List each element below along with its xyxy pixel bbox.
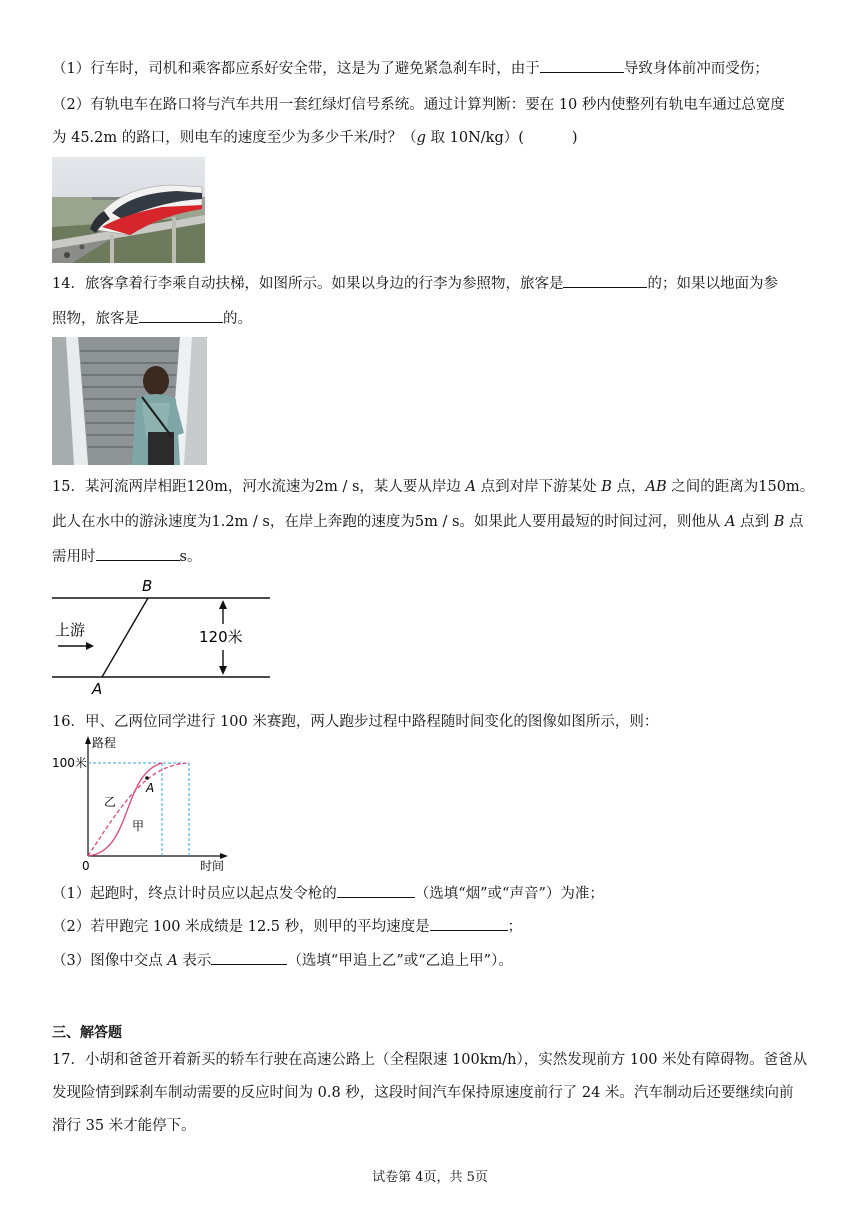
q17-line1: 17．小胡和爸爸开着新买的轿车行驶在高速公路上（全程限速 100km/h），实然发现前方 100 米处有障碍物。爸爸从 <box>52 1052 808 1068</box>
y-axis-label: 路程 <box>92 736 117 750</box>
point-a-label: A <box>92 680 103 698</box>
answer-blank[interactable] <box>96 546 180 561</box>
point-b-label: B <box>142 577 153 595</box>
q15-line1: 15．某河流两岸相距120m，河水流速为2m / s，某人要从岸边 A 点到对岸下游某处 B 点，AB 之间的距离为150m。 <box>52 479 815 495</box>
x-axis-label: 时间 <box>200 859 225 873</box>
flow-arrow-icon <box>58 642 94 650</box>
answer-blank[interactable] <box>211 950 287 965</box>
series-yi-label: 乙 <box>104 795 117 809</box>
y-axis-arrow-icon <box>85 736 91 744</box>
intersection-point-a <box>145 776 149 780</box>
q13-part1: （1）行车时，司机和乘客都应系好安全带，这是为了避免紧急刹车时，由于 导致身体前冲而受伤； <box>52 58 769 79</box>
q15-line2: 此人在水中的游泳速度为1.2m / s，在岸上奔跑的速度为5m / s。如果此人要用最短的时间过河，则他从 A 点到 B 点 <box>52 514 804 530</box>
origin-label: 0 <box>82 859 90 873</box>
y-tick-label: 100米 <box>52 756 87 770</box>
q14-line1: 14．旅客拿着行李乘自动扶梯，如图所示。如果以身边的行李为参照物，旅客是 的；如果以地面为参 <box>52 273 778 294</box>
series-jia-label: 甲 <box>132 819 145 833</box>
q17-line2: 发现险情到踩刹车制动需要的反应时间为 0.8 秒，这段时间汽车保持原速度前行了 24 米。汽车制动后还要继续向前 <box>52 1085 794 1101</box>
q16-part1: （1）起跑时，终点计时员应以起点发令枪的 （选填“烟”或“声音”）为准； <box>52 883 604 904</box>
q13-part2-line1: （2）有轨电车在路口将与汽车共用一套红绿灯信号系统。通过计算判断：要在 10 秒内使整列有轨电车通过总宽度 <box>52 97 785 113</box>
q13-part2-line2: 为 45.2m 的路口，则电车的速度至少为多少千米/时？（g 取 10N/kg）( ) <box>52 130 578 146</box>
q14-line2: 照物，旅客是 的。 <box>52 308 252 329</box>
answer-blank[interactable] <box>337 883 415 898</box>
answer-blank[interactable] <box>540 58 624 73</box>
q16-part2: （2）若甲跑完 100 米成绩是 12.5 秒，则甲的平均速度是 ； <box>52 916 522 937</box>
q17-line3: 滑行 35 米才能停下。 <box>52 1118 196 1134</box>
page-footer: 试卷第 4页，共 5页 <box>372 1170 488 1185</box>
q16-stem: 16．甲、乙两位同学进行 100 米赛跑，两人跑步过程中路程随时间变化的图像如图所示，则： <box>52 714 659 730</box>
path-ab-line <box>102 598 148 677</box>
escalator-photo <box>52 337 207 465</box>
distance-time-chart <box>52 734 242 874</box>
answer-blank[interactable] <box>430 916 508 931</box>
tram-photo <box>52 157 205 263</box>
q15-line3: 需用时 s。 <box>52 546 201 567</box>
section-title: 三、解答题 <box>52 1025 122 1041</box>
series-yi-curve <box>88 763 189 856</box>
upstream-label: 上游 <box>55 621 86 639</box>
width-label: 120米 <box>199 628 243 646</box>
q16-part3: （3）图像中交点 A 表示 （选填“甲追上乙”或“乙追上甲”）。 <box>52 950 513 971</box>
point-a-label: A <box>146 781 155 795</box>
answer-blank[interactable] <box>139 308 223 323</box>
river-diagram <box>52 574 274 698</box>
answer-blank[interactable] <box>563 273 647 288</box>
